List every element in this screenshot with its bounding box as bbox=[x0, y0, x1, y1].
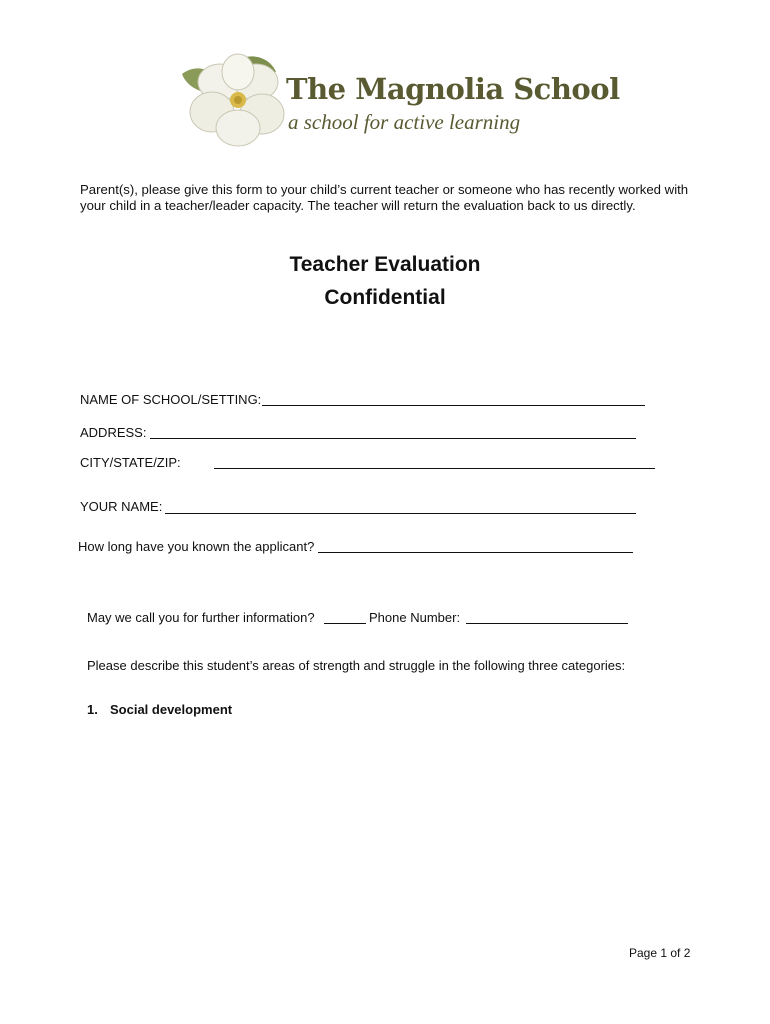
how-long-label: How long have you known the applicant? bbox=[78, 539, 315, 554]
address-label: ADDRESS: bbox=[80, 425, 147, 440]
address-field[interactable] bbox=[150, 438, 636, 439]
section-number: 1. bbox=[87, 702, 98, 717]
page-subtitle: Confidential bbox=[324, 286, 446, 309]
school-setting-field[interactable] bbox=[262, 405, 645, 406]
may-we-call-label: May we call you for further information? bbox=[87, 610, 315, 625]
magnolia-flower-icon bbox=[178, 52, 290, 148]
section-heading bbox=[87, 702, 232, 717]
phone-number-label: Phone Number: bbox=[369, 610, 461, 625]
school-logo bbox=[178, 52, 628, 152]
section-label: Social development bbox=[110, 702, 233, 717]
phone-number-field[interactable] bbox=[466, 623, 628, 624]
city-state-zip-label: CITY/STATE/ZIP: bbox=[80, 455, 181, 470]
your-name-field[interactable] bbox=[165, 513, 636, 514]
school-setting-label: NAME OF SCHOOL/SETTING: bbox=[80, 392, 262, 407]
intro-paragraph: Parent(s), please give this form to your child’s current teacher or someone who has recently worked with your child in a teacher/leader capacity. The teacher will return the evaluation back to us directly. bbox=[80, 182, 689, 213]
your-name-label: YOUR NAME: bbox=[80, 499, 163, 514]
page-number: Page 1 of 2 bbox=[629, 946, 691, 960]
may-we-call-field[interactable] bbox=[324, 623, 366, 624]
how-long-field[interactable] bbox=[318, 552, 633, 553]
school-tagline: a school for active learning bbox=[288, 110, 521, 134]
city-state-zip-field[interactable] bbox=[214, 468, 655, 469]
page-title: Teacher Evaluation bbox=[289, 253, 481, 276]
describe-prompt: Please describe this student’s areas of strength and struggle in the following three categories: bbox=[87, 658, 626, 673]
school-name: The Magnolia School bbox=[286, 72, 620, 106]
